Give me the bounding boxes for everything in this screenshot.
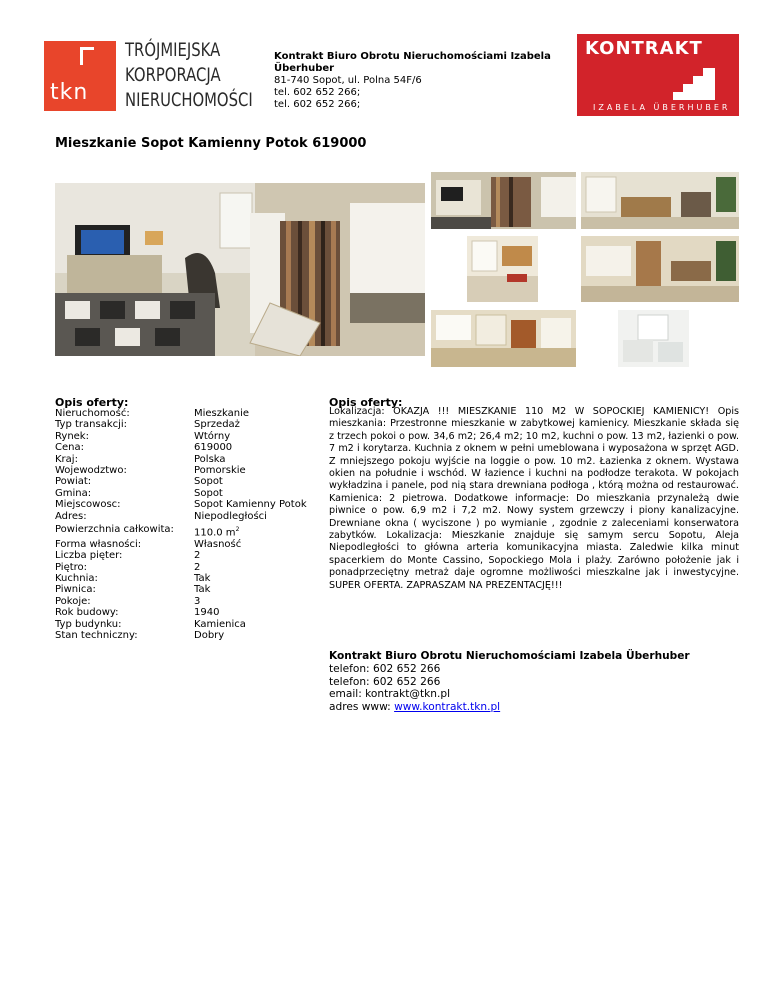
detail-value: Tak xyxy=(194,573,211,585)
agency-name: Kontrakt Biuro Obrotu Nieruchomościami Izabela Überhuber xyxy=(274,51,551,74)
detail-row xyxy=(55,584,320,595)
detail-value: Sopot Kamienny Potok xyxy=(194,499,307,511)
detail-row xyxy=(55,408,320,419)
detail-row xyxy=(55,630,320,641)
kontrakt-logo-subtitle: IZABELA ÜBERHUBER xyxy=(593,103,731,112)
agency-info xyxy=(274,51,564,111)
photo-bathroom xyxy=(618,310,689,367)
detail-value: Kamienica xyxy=(194,618,246,630)
thumb-photo-4[interactable] xyxy=(581,236,739,302)
detail-row xyxy=(55,539,320,550)
area-value: 110.0 m xyxy=(194,527,236,539)
detail-value-area xyxy=(194,524,320,539)
details-table xyxy=(55,408,320,641)
contact-block xyxy=(329,650,739,714)
detail-label: Powierzchnia całkowita: xyxy=(55,524,174,536)
detail-value: 1940 xyxy=(194,607,220,619)
detail-value: Tak xyxy=(194,584,211,596)
detail-value: Wtórny xyxy=(194,430,231,442)
detail-label: Rynek: xyxy=(55,430,89,442)
tkn-logo-words xyxy=(125,38,265,113)
detail-row xyxy=(55,522,320,539)
detail-label: Cena: xyxy=(55,442,84,454)
tkn-word-3: NIERUCHOMOŚCI xyxy=(125,89,253,111)
photo-dining-room xyxy=(581,172,739,229)
detail-label: Piwnica: xyxy=(55,584,96,596)
detail-row xyxy=(55,499,320,510)
detail-value: Sprzedaż xyxy=(194,419,240,431)
photo-office-room xyxy=(581,236,739,302)
detail-value: Mieszkanie xyxy=(194,408,250,419)
area-unit-sup: 2 xyxy=(235,526,240,534)
thumb-photo-5[interactable] xyxy=(431,310,576,367)
thumb-photo-6[interactable] xyxy=(618,310,689,367)
detail-value: Sopot xyxy=(194,476,223,488)
logo-mark xyxy=(80,47,94,50)
kontrakt-logo xyxy=(577,34,739,116)
detail-value: Własność xyxy=(194,538,242,550)
detail-row xyxy=(55,465,320,476)
detail-label: Piętro: xyxy=(55,561,88,573)
detail-row xyxy=(55,511,320,522)
agency-phone-1: tel. 602 652 266; xyxy=(274,87,361,98)
detail-label: Kraj: xyxy=(55,453,78,465)
detail-row xyxy=(55,607,320,618)
detail-row xyxy=(55,454,320,465)
detail-label: Forma własności: xyxy=(55,538,142,550)
detail-value: 619000 xyxy=(194,442,233,454)
kontrakt-logo-title: KONTRAKT xyxy=(585,38,703,59)
detail-label: Pokoje: xyxy=(55,595,91,607)
detail-label: Stan techniczny: xyxy=(55,630,138,642)
detail-label: Powiat: xyxy=(55,476,92,488)
detail-row xyxy=(55,419,320,430)
detail-label: Gmina: xyxy=(55,487,92,499)
description-text: Lokalizacja: OKAZJA !!! MIESZKANIE 110 M2 W SOPOCKIEJ KAMIENICY! Opis mieszkania: Przestronne mieszkanie w zabytkowej kamienicy. Mieszkanie składa się z trzech pokoi o pow. 34,6 m2; 26,4 m2; 10 m2, kuchni o pow. 13 m2, łazienki o pow. 7 m2 i korytarza. Kuchnia z oknem w pełni umeblowana i wyposażona w sprzęt AGD. Z mniejszego pokoju wyjście na loggie o pow. 10 m2. Łazienka z oknem. Wystawa okien na południe i wschód. W łazience i kuchni na podłodze terakota. W pokojach wykładzina i panele, pod nią stara drewniana podłoga , którą można od restaurować. Kamienica: 2 pietrowa. Dodatkowe informacje: Do mieszkania przynależą dwie piwnice o pow. 6,9 m2 i 7,2 m2. Nowy system grzewczy i piony kanalizacyjne. Drewniane okna ( wyciszone ) po wymianie , zgodnie z zaleceniami konserwatora zabytków. Lokalizacja: Mieszkanie znajduje się samym sercu Sopotu, Aleja Niepodległości to główna arteria komunikacyjna miasta. Zaledwie kilka minut spacerkiem do Monte Cassino, Sopockiego Mola i plaży. Zarówno położenie jak i ponadprzeciętny metraż daje ogromne możliwości mieszkalne jak i inwestycyjne. SUPER OFERTA. ZAPRASZAM NA PREZENTACJĘ!!! xyxy=(329,406,739,591)
photo-kitchen xyxy=(467,236,538,302)
thumb-photo-2[interactable] xyxy=(581,172,739,229)
detail-row xyxy=(55,550,320,561)
main-photo[interactable] xyxy=(55,183,425,356)
detail-value: 2 xyxy=(194,561,201,573)
detail-label: Nieruchomość: xyxy=(55,408,130,419)
agency-phone-2: tel. 602 652 266; xyxy=(274,99,361,110)
tkn-logo xyxy=(44,41,116,111)
detail-value: Pomorskie xyxy=(194,465,246,477)
detail-label: Adres: xyxy=(55,510,87,522)
detail-label: Typ budynku: xyxy=(55,618,122,630)
thumb-photo-1[interactable] xyxy=(431,172,576,229)
contact-www-label: adres www: xyxy=(329,701,395,714)
detail-value: 2 xyxy=(194,550,201,562)
details-heading: Opis oferty: xyxy=(55,396,129,409)
detail-label: Typ transakcji: xyxy=(55,419,128,431)
stairs-icon xyxy=(673,64,715,100)
thumb-photo-3[interactable] xyxy=(467,236,538,302)
agency-address: 81-740 Sopot, ul. Polna 54F/6 xyxy=(274,75,422,86)
tkn-word-1: TRÓJMIEJSKA xyxy=(125,39,221,61)
detail-row xyxy=(55,562,320,573)
photo-kitchen-2 xyxy=(431,310,576,367)
detail-row xyxy=(55,431,320,442)
detail-value: Polska xyxy=(194,453,226,465)
contact-name: Kontrakt Biuro Obrotu Nieruchomościami Izabela Überhuber xyxy=(329,650,690,662)
detail-row xyxy=(55,442,320,453)
detail-row xyxy=(55,476,320,487)
detail-value: Niepodległości xyxy=(194,510,267,522)
detail-label: Miejscowosc: xyxy=(55,499,121,511)
detail-row xyxy=(55,596,320,607)
detail-value: Sopot xyxy=(194,487,223,499)
contact-email: email: kontrakt@tkn.pl xyxy=(329,688,451,701)
contact-phone-1: telefon: 602 652 266 xyxy=(329,662,441,675)
detail-label: Liczba pięter: xyxy=(55,550,123,562)
contact-phone-2: telefon: 602 652 266 xyxy=(329,675,441,688)
detail-label: Kuchnia: xyxy=(55,573,98,585)
detail-label: Rok budowy: xyxy=(55,607,119,619)
contact-www xyxy=(329,701,739,714)
detail-label: Wojewodztwo: xyxy=(55,465,127,477)
photo-room-tv xyxy=(431,172,576,229)
tkn-logo-text: tkn xyxy=(50,80,89,105)
photo-living-room xyxy=(55,183,425,356)
detail-row xyxy=(55,573,320,584)
description-heading: Opis oferty: xyxy=(329,396,403,409)
website-link[interactable]: www.kontrakt.tkn.pl xyxy=(394,701,501,714)
tkn-word-2: KORPORACJA xyxy=(125,64,221,86)
page-title: Mieszkanie Sopot Kamienny Potok 619000 xyxy=(55,136,367,151)
detail-row xyxy=(55,619,320,630)
detail-value: Dobry xyxy=(194,630,225,642)
detail-row xyxy=(55,488,320,499)
detail-value: 3 xyxy=(194,595,201,607)
